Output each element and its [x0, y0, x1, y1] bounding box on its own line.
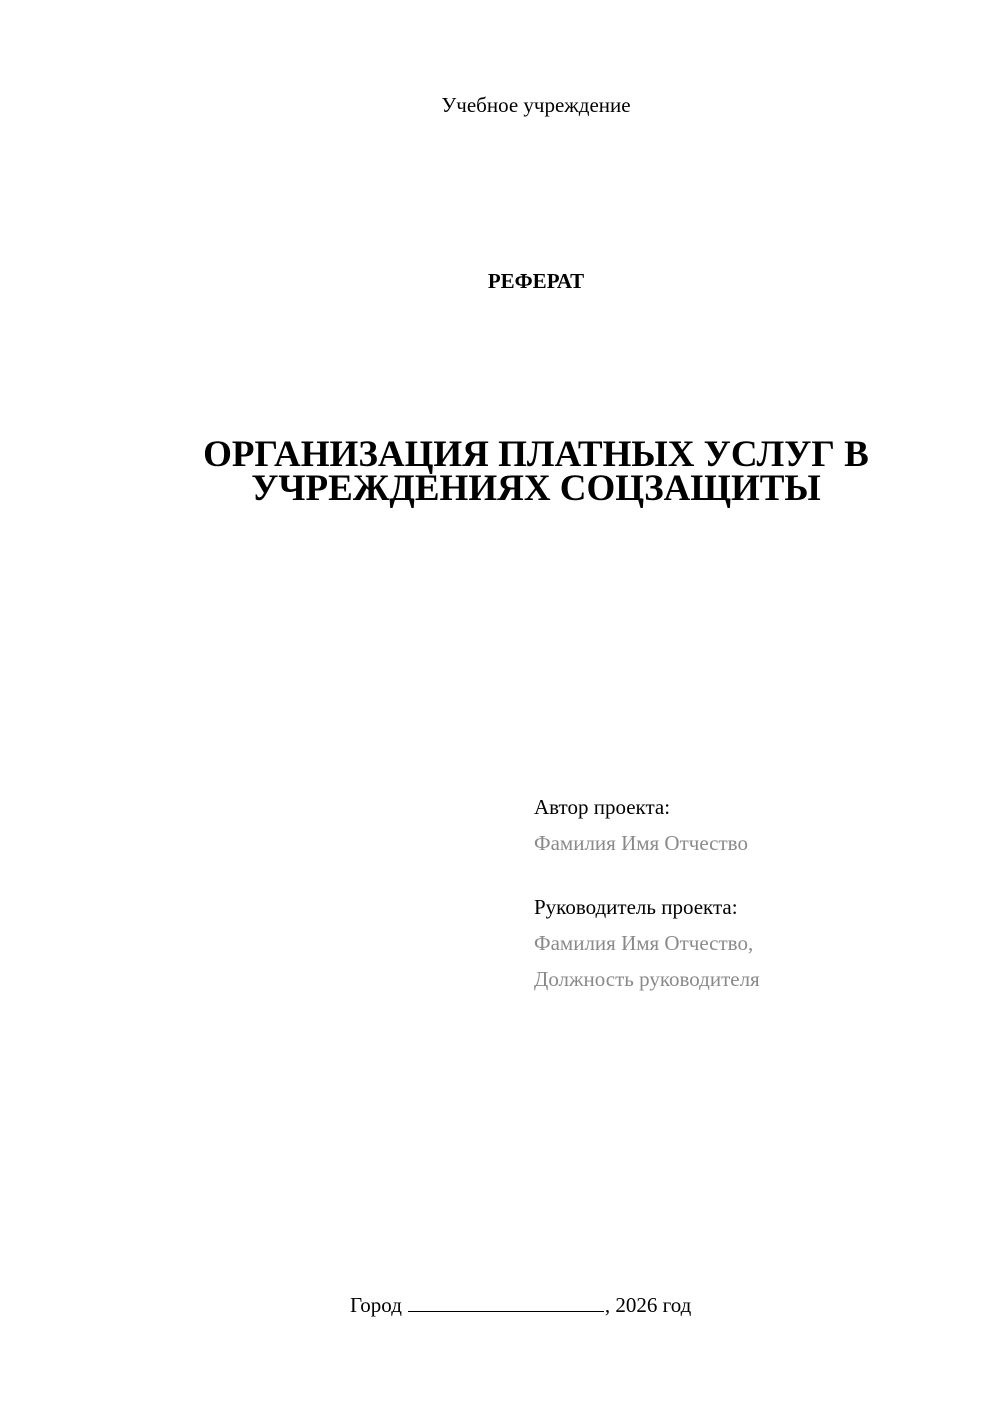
footer-city-year [350, 1291, 691, 1319]
document-title-line-1: ОРГАНИЗАЦИЯ ПЛАТНЫХ УСЛУГ В [203, 434, 869, 475]
document-title [0, 434, 1000, 509]
city-label: Город [350, 1293, 402, 1317]
year-text: , 2026 год [604, 1293, 692, 1317]
city-blank-line [408, 1292, 604, 1312]
author-label: Автор проекта: [534, 795, 671, 819]
credits-spacer [534, 861, 760, 889]
document-type: РЕФЕРАТ [487, 269, 585, 293]
supervisor-label: Руководитель проекта: [534, 895, 738, 919]
supervisor-name: Фамилия Имя Отчество, [534, 931, 754, 955]
institution-name: Учебное учреждение [441, 93, 631, 117]
author-name: Фамилия Имя Отчество [534, 831, 748, 855]
document-title-line-2: УЧРЕЖДЕНИЯХ СОЦЗАЩИТЫ [251, 468, 821, 509]
supervisor-position: Должность руководителя [534, 967, 760, 991]
credits-block [534, 789, 760, 997]
